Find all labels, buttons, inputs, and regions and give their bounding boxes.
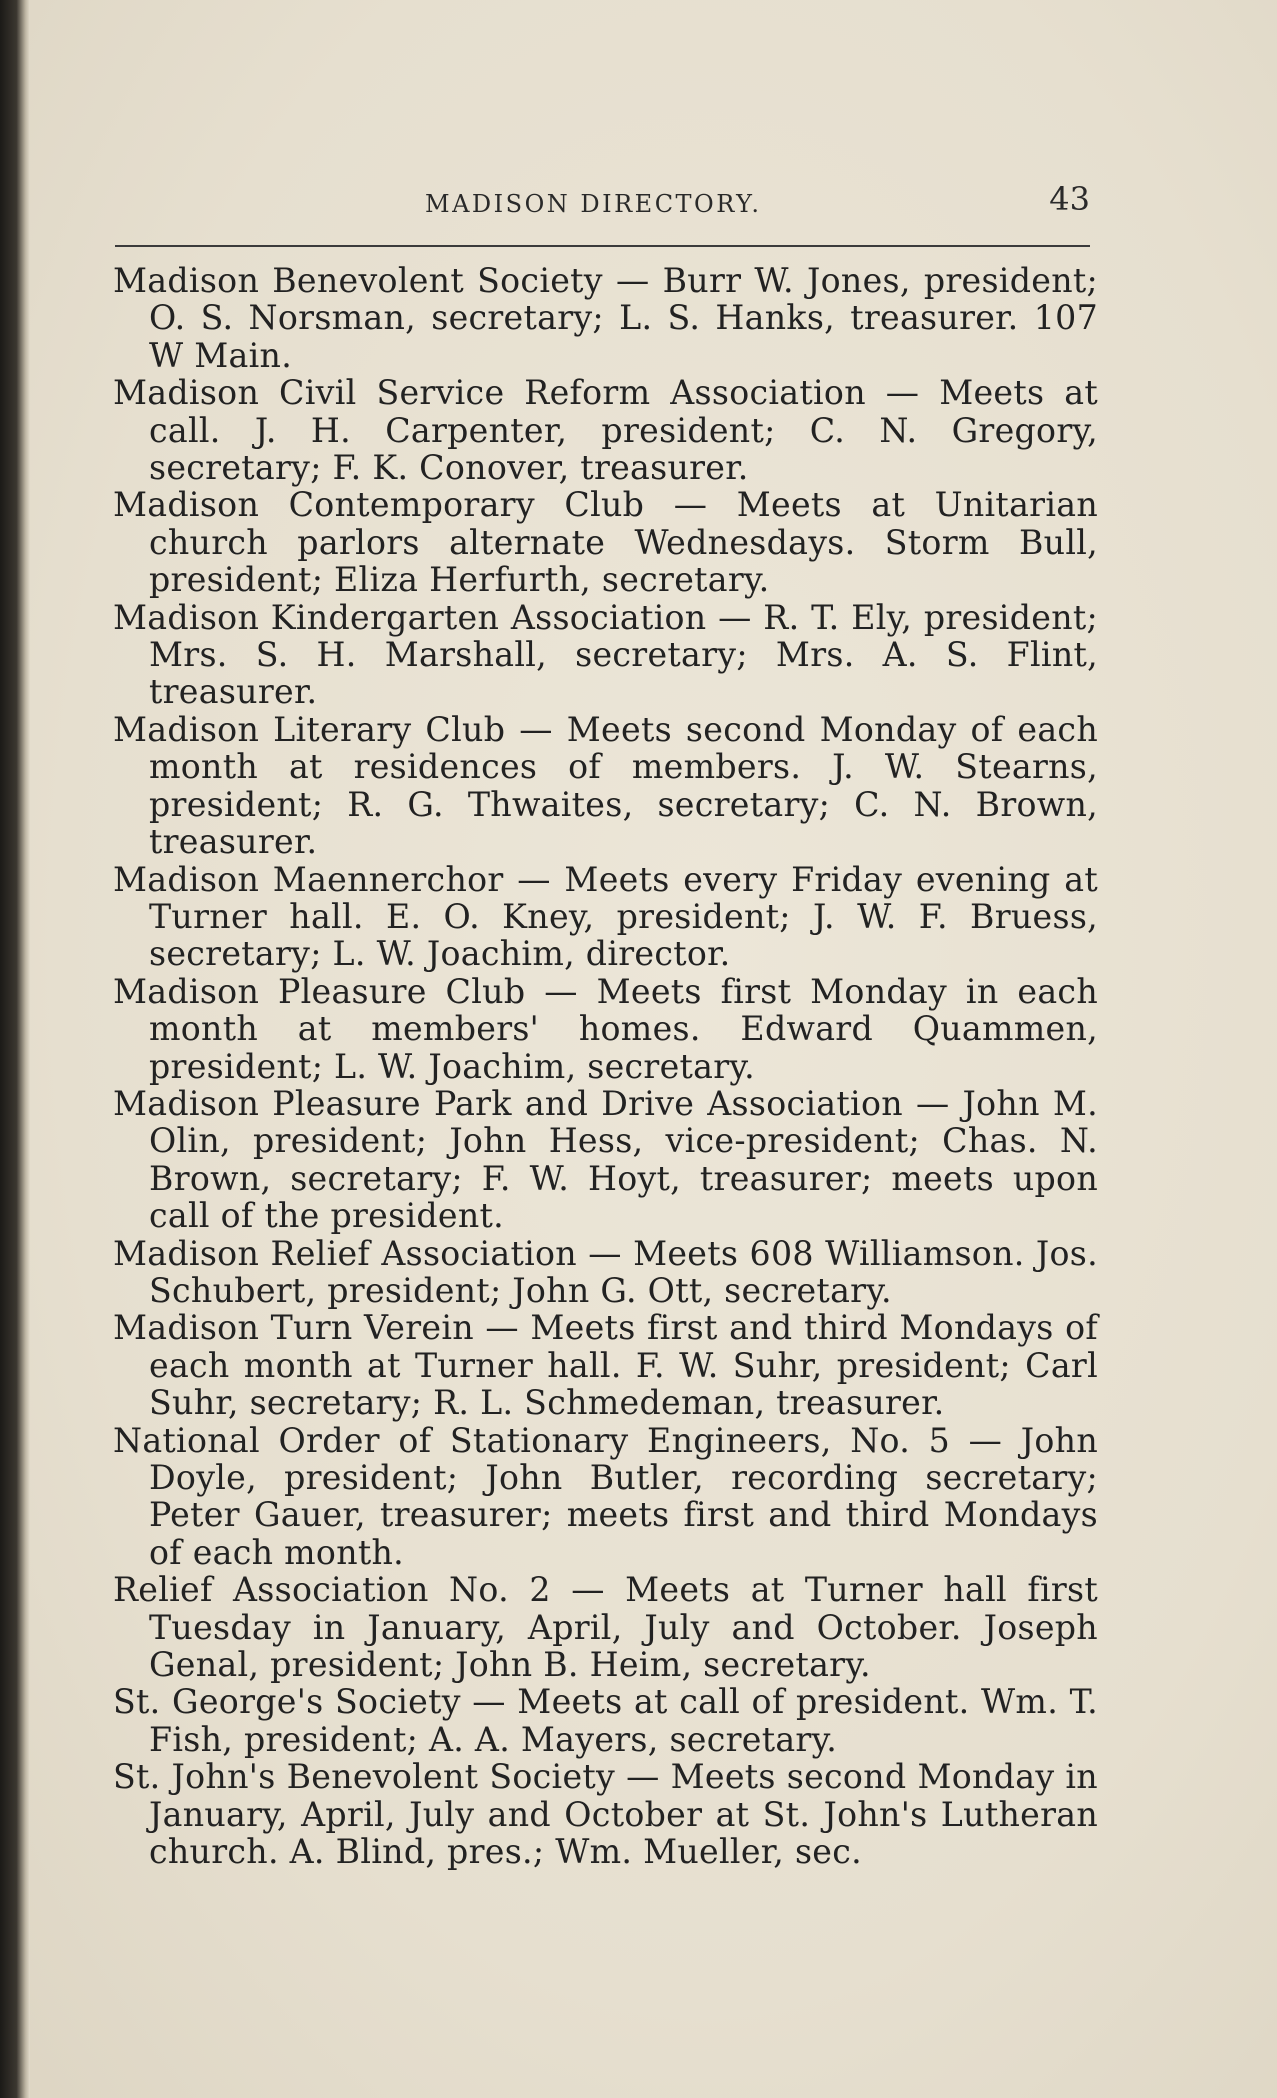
directory-entry: Madison Pleasure Club — Meets first Monday in each month at members' homes. Edward Quammen, president; L. W. Joachim, secretary.	[113, 971, 1098, 1086]
directory-entry: Madison Relief Association — Meets 608 Williamson. Jos. Schubert, president; John G. Ott, secretary.	[113, 1233, 1098, 1310]
running-title: MADISON DIRECTORY.	[425, 190, 762, 218]
directory-entry: St. John's Benevolent Society — Meets second Monday in January, April, July and October at St. John's Lutheran church. A. Blind, pres.; Wm. Mueller, sec.	[113, 1757, 1098, 1872]
directory-entry: Madison Contemporary Club — Meets at Unitarian church parlors alternate Wednesdays. Storm Bull, president; Eliza Herfurth, secretary.	[113, 485, 1098, 600]
directory-entry: Relief Association No. 2 — Meets at Turner hall first Tuesday in January, April, July and October. Joseph Genal, president; John B. Heim, secretary.	[113, 1570, 1098, 1685]
directory-entries	[113, 262, 1098, 1870]
directory-entry: Madison Civil Service Reform Association — Meets at call. J. H. Carpenter, president; C. N. Gregory, secretary; F. K. Conover, treasurer.	[113, 373, 1098, 488]
page-number: 43	[1049, 180, 1090, 218]
directory-entry: National Order of Stationary Engineers, No. 5 — John Doyle, president; John Butler, recording secretary; Peter Gauer, treasurer; meets first and third Mondays of each month.	[113, 1420, 1098, 1572]
directory-entry: Madison Turn Verein — Meets first and third Mondays of each month at Turner hall. F. W. Suhr, president; Carl Suhr, secretary; R. L. Schmedeman, treasurer.	[113, 1308, 1098, 1423]
header-rule	[115, 245, 1090, 247]
directory-entry: Madison Literary Club — Meets second Monday of each month at residences of members. J. W. Stearns, president; R. G. Thwaites, secretary; C. N. Brown, treasurer.	[113, 709, 1098, 862]
directory-entry: St. George's Society — Meets at call of president. Wm. T. Fish, president; A. A. Mayers, secretary.	[113, 1682, 1098, 1759]
directory-entry: Madison Benevolent Society — Burr W. Jones, president; O. S. Norsman, secretary; L. S. Hanks, treasurer. 107 W Main.	[113, 261, 1098, 375]
binding-edge	[0, 0, 30, 2098]
directory-entry: Madison Kindergarten Association — R. T. Ely, president; Mrs. S. H. Marshall, secretary; Mrs. A. S. Flint, treasurer.	[113, 597, 1098, 712]
directory-entry: Madison Pleasure Park and Drive Association — John M. Olin, president; John Hess, vice-president; Chas. N. Brown, secretary; F. W. Hoyt, treasurer; meets upon call of the president.	[113, 1083, 1098, 1236]
page-header	[115, 178, 1090, 228]
directory-entry: Madison Maennerchor — Meets every Friday evening at Turner hall. E. O. Kney, president; J. W. F. Bruess, secretary; L. W. Joachim, director.	[113, 859, 1098, 974]
